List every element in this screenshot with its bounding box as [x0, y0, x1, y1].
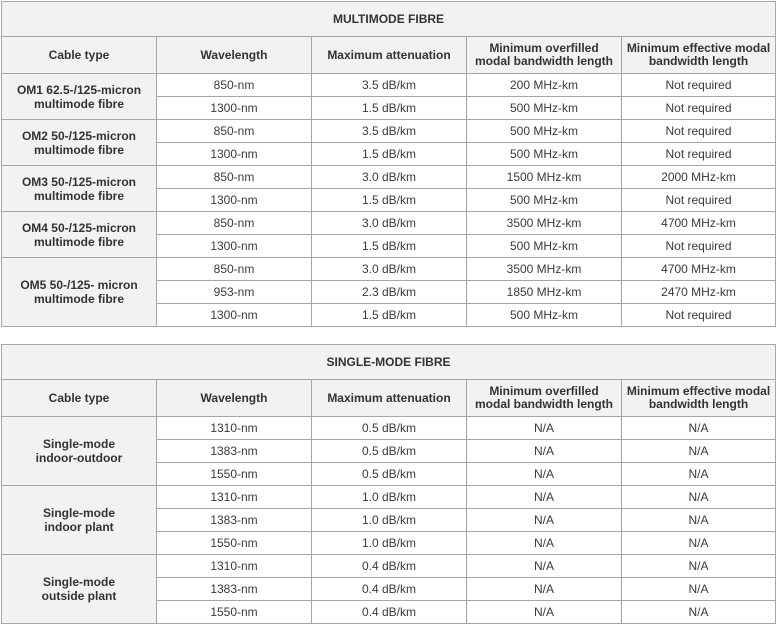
overfilled-bandwidth-cell: 500 MHz-km [467, 143, 622, 166]
table-row [2, 74, 776, 97]
overfilled-bandwidth-cell: N/A [467, 463, 622, 486]
cable-type-cell: OM5 50-/125- micron multimode fibre [2, 258, 157, 327]
effective-bandwidth-cell: 4700 MHz-km [622, 258, 776, 281]
overfilled-bandwidth-cell: 200 MHz-km [467, 74, 622, 97]
wavelength-cell: 1383-nm [157, 509, 312, 532]
effective-bandwidth-cell: N/A [622, 417, 776, 440]
table-row [2, 212, 776, 235]
cable-type-cell: OM1 62.5-/125-micron multimode fibre [2, 74, 157, 120]
overfilled-bandwidth-cell: 3500 MHz-km [467, 212, 622, 235]
overfilled-bandwidth-cell: N/A [467, 532, 622, 555]
header-max-attenuation: Maximum attenuation [312, 380, 467, 417]
attenuation-cell: 1.0 dB/km [312, 509, 467, 532]
attenuation-cell: 1.5 dB/km [312, 97, 467, 120]
wavelength-cell: 850-nm [157, 258, 312, 281]
table-row [2, 166, 776, 189]
wavelength-cell: 1383-nm [157, 440, 312, 463]
effective-bandwidth-cell: Not required [622, 304, 776, 327]
attenuation-cell: 1.5 dB/km [312, 235, 467, 258]
effective-bandwidth-cell: 2000 MHz-km [622, 166, 776, 189]
wavelength-cell: 850-nm [157, 74, 312, 97]
attenuation-cell: 1.5 dB/km [312, 143, 467, 166]
attenuation-cell: 1.5 dB/km [312, 189, 467, 212]
wavelength-cell: 1310-nm [157, 555, 312, 578]
single-mode-title: SINGLE-MODE FIBRE [2, 345, 776, 380]
overfilled-bandwidth-cell: N/A [467, 440, 622, 463]
attenuation-cell: 0.4 dB/km [312, 601, 467, 624]
cable-type-cell: OM4 50-/125-micron multimode fibre [2, 212, 157, 258]
attenuation-cell: 2.3 dB/km [312, 281, 467, 304]
wavelength-cell: 1550-nm [157, 601, 312, 624]
overfilled-bandwidth-cell: N/A [467, 601, 622, 624]
wavelength-cell: 1310-nm [157, 417, 312, 440]
overfilled-bandwidth-cell: N/A [467, 578, 622, 601]
effective-bandwidth-cell: Not required [622, 189, 776, 212]
header-wavelength: Wavelength [157, 380, 312, 417]
attenuation-cell: 3.0 dB/km [312, 258, 467, 281]
single-mode-fibre-table [1, 344, 776, 624]
wavelength-cell: 1300-nm [157, 304, 312, 327]
wavelength-cell: 953-nm [157, 281, 312, 304]
wavelength-cell: 850-nm [157, 120, 312, 143]
overfilled-bandwidth-cell: 500 MHz-km [467, 189, 622, 212]
wavelength-cell: 850-nm [157, 166, 312, 189]
overfilled-bandwidth-cell: N/A [467, 486, 622, 509]
wavelength-cell: 1300-nm [157, 143, 312, 166]
header-min-overfilled: Minimum overfilled modal bandwidth length [467, 380, 622, 417]
cable-type-cell: OM3 50-/125-micron multimode fibre [2, 166, 157, 212]
overfilled-bandwidth-cell: 500 MHz-km [467, 120, 622, 143]
effective-bandwidth-cell: N/A [622, 555, 776, 578]
effective-bandwidth-cell: N/A [622, 463, 776, 486]
wavelength-cell: 1550-nm [157, 463, 312, 486]
header-min-overfilled: Minimum overfilled modal bandwidth length [467, 37, 622, 74]
overfilled-bandwidth-cell: N/A [467, 509, 622, 532]
overfilled-bandwidth-cell: 500 MHz-km [467, 97, 622, 120]
header-wavelength: Wavelength [157, 37, 312, 74]
cable-type-cell: OM2 50-/125-micron multimode fibre [2, 120, 157, 166]
table-row [2, 120, 776, 143]
overfilled-bandwidth-cell: 1500 MHz-km [467, 166, 622, 189]
multimode-fibre-table [1, 1, 776, 327]
cable-type-cell: Single-mode outside plant [2, 555, 157, 624]
attenuation-cell: 1.0 dB/km [312, 532, 467, 555]
attenuation-cell: 1.0 dB/km [312, 486, 467, 509]
multimode-title: MULTIMODE FIBRE [2, 2, 776, 37]
effective-bandwidth-cell: Not required [622, 143, 776, 166]
attenuation-cell: 0.4 dB/km [312, 555, 467, 578]
wavelength-cell: 1300-nm [157, 189, 312, 212]
table-row [2, 555, 776, 578]
header-cable-type: Cable type [2, 37, 157, 74]
effective-bandwidth-cell: N/A [622, 601, 776, 624]
effective-bandwidth-cell: N/A [622, 486, 776, 509]
header-min-effective: Minimum effective modal bandwidth length [622, 37, 776, 74]
effective-bandwidth-cell: N/A [622, 578, 776, 601]
attenuation-cell: 1.5 dB/km [312, 304, 467, 327]
attenuation-cell: 0.5 dB/km [312, 417, 467, 440]
wavelength-cell: 1300-nm [157, 97, 312, 120]
header-min-effective: Minimum effective modal bandwidth length [622, 380, 776, 417]
wavelength-cell: 1550-nm [157, 532, 312, 555]
table-row [2, 417, 776, 440]
attenuation-cell: 3.5 dB/km [312, 120, 467, 143]
effective-bandwidth-cell: Not required [622, 97, 776, 120]
overfilled-bandwidth-cell: N/A [467, 555, 622, 578]
header-max-attenuation: Maximum attenuation [312, 37, 467, 74]
effective-bandwidth-cell: 4700 MHz-km [622, 212, 776, 235]
wavelength-cell: 850-nm [157, 212, 312, 235]
header-cable-type: Cable type [2, 380, 157, 417]
overfilled-bandwidth-cell: 3500 MHz-km [467, 258, 622, 281]
wavelength-cell: 1383-nm [157, 578, 312, 601]
attenuation-cell: 0.5 dB/km [312, 440, 467, 463]
effective-bandwidth-cell: Not required [622, 120, 776, 143]
table-row [2, 486, 776, 509]
effective-bandwidth-cell: N/A [622, 509, 776, 532]
attenuation-cell: 0.5 dB/km [312, 463, 467, 486]
attenuation-cell: 3.0 dB/km [312, 166, 467, 189]
effective-bandwidth-cell: Not required [622, 235, 776, 258]
wavelength-cell: 1310-nm [157, 486, 312, 509]
attenuation-cell: 3.5 dB/km [312, 74, 467, 97]
attenuation-cell: 0.4 dB/km [312, 578, 467, 601]
attenuation-cell: 3.0 dB/km [312, 212, 467, 235]
wavelength-cell: 1300-nm [157, 235, 312, 258]
overfilled-bandwidth-cell: N/A [467, 417, 622, 440]
overfilled-bandwidth-cell: 500 MHz-km [467, 235, 622, 258]
overfilled-bandwidth-cell: 500 MHz-km [467, 304, 622, 327]
table-row [2, 258, 776, 281]
cable-type-cell: Single-mode indoor plant [2, 486, 157, 555]
cable-type-cell: Single-mode indoor-outdoor [2, 417, 157, 486]
effective-bandwidth-cell: N/A [622, 532, 776, 555]
effective-bandwidth-cell: Not required [622, 74, 776, 97]
effective-bandwidth-cell: N/A [622, 440, 776, 463]
overfilled-bandwidth-cell: 1850 MHz-km [467, 281, 622, 304]
effective-bandwidth-cell: 2470 MHz-km [622, 281, 776, 304]
